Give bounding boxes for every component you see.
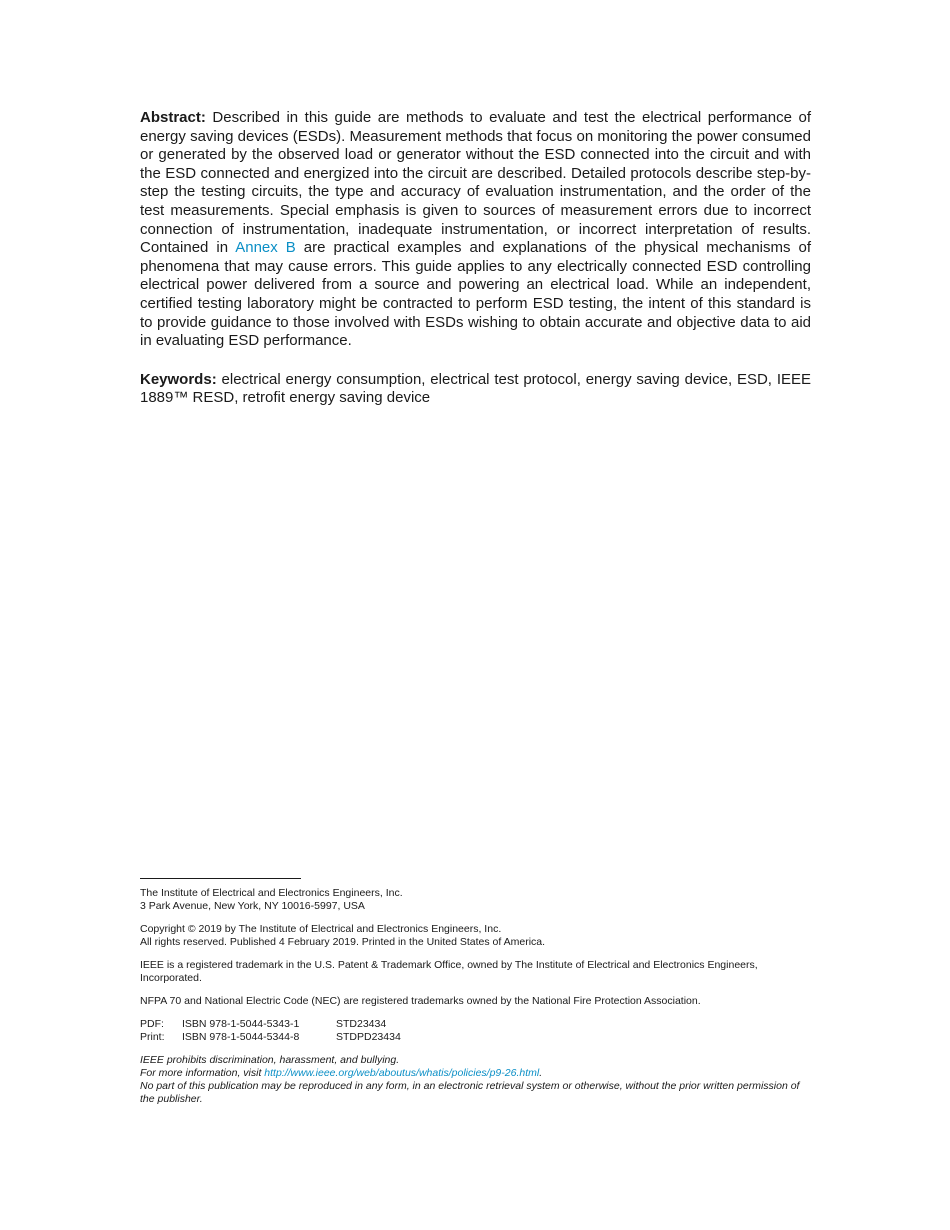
isbn-code: STDPD23434	[336, 1031, 401, 1043]
abstract-text-end: are practical examples and explanations of the physical mechanisms of phenomena that may cause errors. This guide applies to any electrically connected ESD controlling electrical power delivered from a source and powering an electrical load. While an independent, certified testing laboratory might be contracted to perform ESD testing, the intent of this standard is to provide guidance to those involved with ESDs wishing to obtain accurate and objective data to aid in evaluating ESD performance.	[140, 239, 811, 350]
publisher-name: The Institute of Electrical and Electronics Engineers, Inc.	[140, 887, 403, 899]
keywords-text: electrical energy consumption, electrical test protocol, energy saving device, ESD, IEEE 1889™ RESD, retrofit energy saving device	[140, 370, 811, 407]
isbn-row-pdf	[140, 1018, 811, 1031]
abstract-text-start: Described in this guide are methods to evaluate and test the electrical performance of energy saving devices (ESDs). Measurement methods that focus on monitoring the power consumed or generated by the observed load or generator without the ESD connected into the circuit and with the ESD connected and energized into the circuit are described. Detailed protocols describe step-by-step the testing circuits, the type and accuracy of evaluation instrumentation, and the order of the test measurements. Special emphasis is given to sources of measurement errors due to incorrect connection of instrumentation, inadequate instrumentation, or incorrect interpretation of results. Contained in	[140, 109, 811, 257]
document-body	[140, 109, 811, 408]
policy-line-2	[140, 1067, 811, 1080]
abstract-paragraph	[140, 109, 811, 351]
isbn-format-label: PDF:	[140, 1018, 164, 1030]
policy-line-2-prefix: For more information, visit	[140, 1067, 265, 1079]
isbn-number: ISBN 978-1-5044-5344-8	[182, 1031, 300, 1043]
copyright-block	[140, 923, 811, 949]
ieee-trademark	[140, 959, 811, 985]
nfpa-trademark-text: NFPA 70 and National Electric Code (NEC) are registered trademarks owned by the National Fire Protection Association.	[140, 995, 701, 1007]
keywords-label: Keywords:	[140, 370, 217, 388]
isbn-row-print	[140, 1031, 811, 1044]
policy-line-1: IEEE prohibits discrimination, harassment, and bullying.	[140, 1054, 400, 1066]
ieee-trademark-text: IEEE is a registered trademark in the U.S. Patent & Trademark Office, owned by The Institute of Electrical and Electronics Engineers, Incorporated.	[140, 959, 758, 984]
policy-line-2-suffix: .	[539, 1067, 543, 1079]
isbn-code: STD23434	[336, 1018, 387, 1030]
publisher-address: 3 Park Avenue, New York, NY 10016-5997, USA	[140, 900, 365, 912]
footer	[140, 878, 811, 1116]
copyright-line-1: Copyright © 2019 by The Institute of Electrical and Electronics Engineers, Inc.	[140, 923, 502, 935]
policy-block	[140, 1054, 811, 1106]
abstract-label: Abstract:	[140, 109, 206, 126]
isbn-format-label: Print:	[140, 1031, 165, 1043]
publisher-block	[140, 887, 811, 913]
policy-line-3: No part of this publication may be reproduced in any form, in an electronic retrieval system or otherwise, without the prior written permission of the publisher.	[140, 1080, 800, 1105]
annex-b-link[interactable]: Annex B	[235, 239, 296, 257]
nfpa-trademark	[140, 995, 811, 1008]
policy-url-link[interactable]: http://www.ieee.org/web/aboutus/whatis/policies/p9-26.html	[264, 1067, 540, 1079]
isbn-block	[140, 1018, 811, 1044]
copyright-line-2: All rights reserved. Published 4 February 2019. Printed in the United States of America.	[140, 936, 546, 948]
footer-divider	[140, 878, 301, 879]
keywords-paragraph	[140, 371, 811, 408]
isbn-number: ISBN 978-1-5044-5343-1	[182, 1018, 300, 1030]
